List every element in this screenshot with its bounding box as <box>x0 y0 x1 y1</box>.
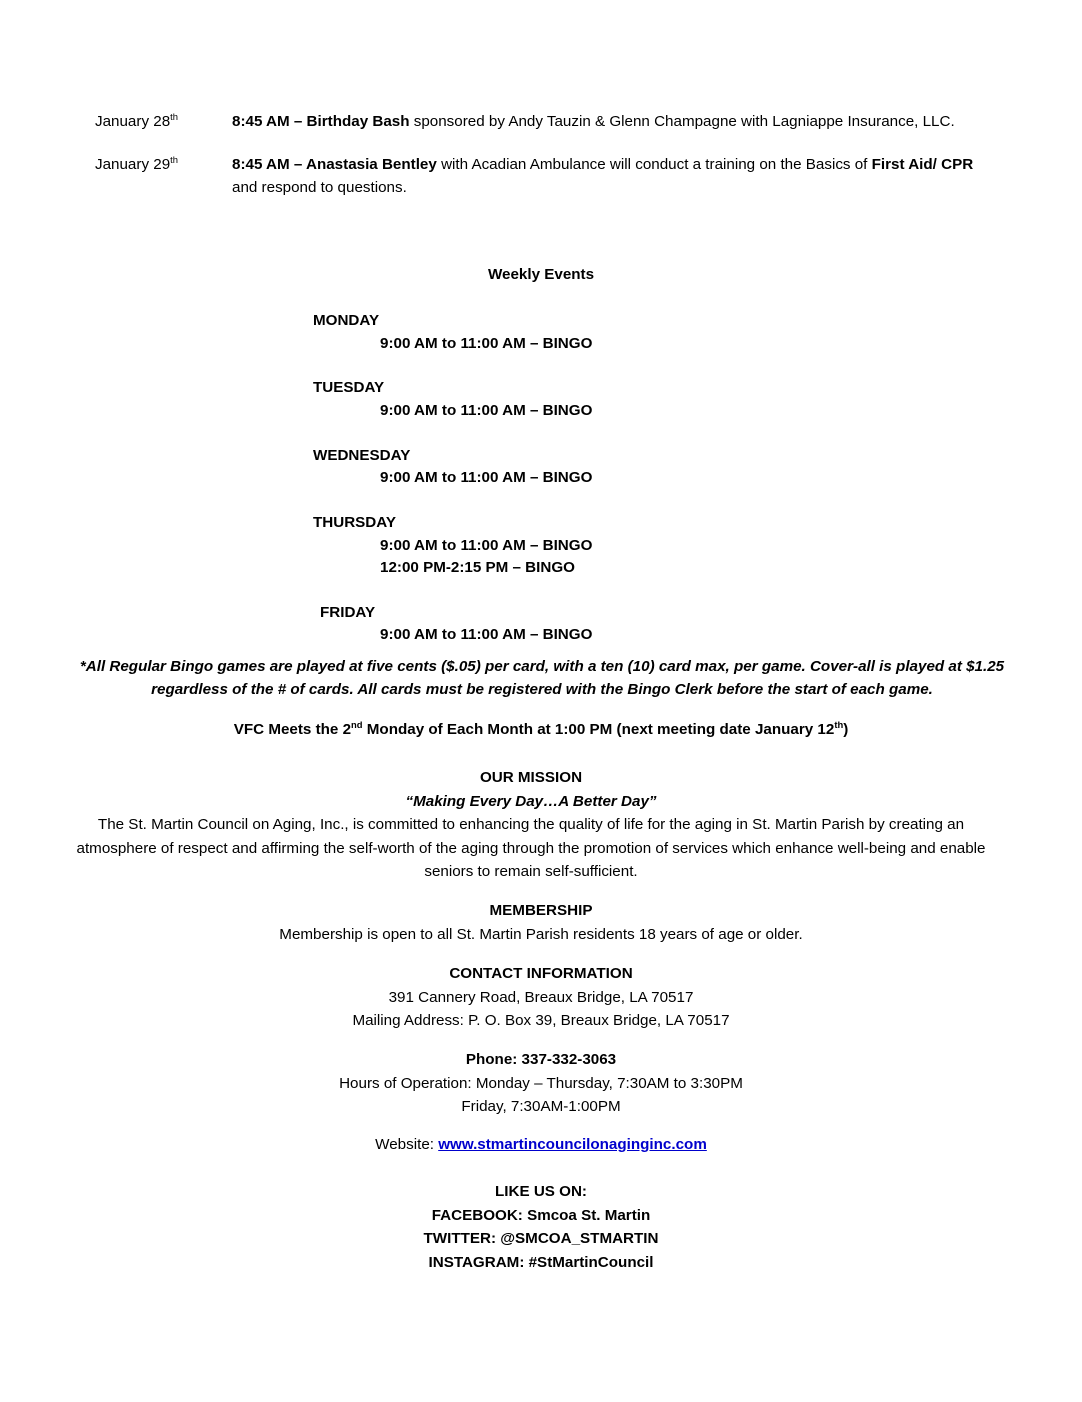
event-description-text: sponsored by Andy Tauzin & Glenn Champagne with Lagniappe Insurance, LLC. <box>409 113 955 130</box>
weekly-day-time: 9:00 AM to 11:00 AM – BINGO <box>380 402 593 420</box>
weekly-day-group-wednesday <box>313 445 833 490</box>
event-date-text: January 29 <box>95 156 171 174</box>
mission-slogan: “Making Every Day…A Better Day” <box>405 792 657 810</box>
event-date-ordinal-suffix: th <box>170 154 179 166</box>
website-section <box>0 1136 1082 1153</box>
weekly-day-time-second: 12:00 PM-2:15 PM – BINGO <box>380 559 575 577</box>
mission-title: OUR MISSION <box>479 769 583 786</box>
phone-hours-section <box>0 1048 1082 1119</box>
weekly-day-time: 9:00 AM to 11:00 AM – BINGO <box>380 536 593 554</box>
weekly-day-label: FRIDAY <box>320 603 376 621</box>
hours-weekday: Hours of Operation: Monday – Thursday, 7:30AM to 3:30PM <box>339 1074 743 1092</box>
weekly-day-group-monday <box>313 310 833 355</box>
event-description-text-end: and respond to questions. <box>232 179 407 197</box>
social-facebook: FACEBOOK: Smcoa St. Martin <box>431 1206 651 1224</box>
contact-title: CONTACT INFORMATION <box>449 965 633 982</box>
weekly-events-list <box>313 310 833 647</box>
event-description-text: with Acadian Ambulance will conduct a training on the Basics of <box>436 156 872 174</box>
weekly-day-time: 9:00 AM to 11:00 AM – BINGO <box>380 334 593 352</box>
event-description <box>232 153 992 199</box>
weekly-day-group-tuesday <box>313 377 833 422</box>
social-twitter: TWITTER: @SMCOA_STMARTIN <box>423 1230 659 1248</box>
weekly-day-time: 9:00 AM to 11:00 AM – BINGO <box>380 626 593 644</box>
weekly-events-heading: Weekly Events <box>487 266 595 283</box>
phone-number: Phone: 337-332-3063 <box>465 1051 617 1068</box>
event-date-text: January 28 <box>95 113 171 130</box>
weekly-day-label: WEDNESDAY <box>313 446 411 464</box>
dated-event-row <box>95 110 995 133</box>
weekly-day-group-thursday <box>313 512 833 580</box>
contact-section <box>0 962 1082 1033</box>
weekly-day-group-friday <box>313 602 833 647</box>
event-date <box>95 110 232 133</box>
hours-friday: Friday, 7:30AM-1:00PM <box>461 1098 621 1116</box>
event-description <box>232 110 995 133</box>
contact-street-address: 391 Cannery Road, Breaux Bridge, LA 70517 <box>388 988 694 1006</box>
vfc-meeting-line <box>0 718 1082 738</box>
mission-body: The St. Martin Council on Aging, Inc., is committed to enhancing the quality of life for the aging in St. Martin Parish by creating an atmosphere of respect and affirming the self-worth of the aging through the promotion of services which enhance well-being and enable seniors to remain self-sufficient. <box>76 816 986 881</box>
membership-title: MEMBERSHIP <box>489 902 593 919</box>
event-date <box>95 153 232 176</box>
vfc-text-part2: Monday of Each Month at 1:00 PM (next meeting date January 12 <box>362 721 835 738</box>
event-time-label: 8:45 AM – Birthday Bash <box>232 113 410 130</box>
membership-body: Membership is open to all St. Martin Parish residents 18 years of age or older. <box>279 925 803 943</box>
vfc-ordinal-suffix-1: nd <box>351 718 363 730</box>
event-date-ordinal-suffix: th <box>170 110 179 122</box>
event-description-emphasis: First Aid/ CPR <box>871 156 974 174</box>
contact-mailing-address: Mailing Address: P. O. Box 39, Breaux Bridge, LA 70517 <box>352 1012 730 1030</box>
dated-events-list <box>95 110 995 219</box>
website-link[interactable]: www.stmartincouncilonaginginc.com <box>438 1136 707 1153</box>
social-instagram: INSTAGRAM: #StMartinCouncil <box>428 1254 654 1272</box>
weekly-day-label: THURSDAY <box>313 513 396 531</box>
weekly-day-label: TUESDAY <box>313 379 385 397</box>
vfc-text-part3: ) <box>843 721 849 738</box>
event-time-label: 8:45 AM – Anastasia Bentley <box>232 156 437 174</box>
website-label: Website: <box>375 1136 439 1153</box>
social-media-section <box>0 1180 1082 1275</box>
dated-event-row <box>95 153 995 199</box>
weekly-day-time: 9:00 AM to 11:00 AM – BINGO <box>380 469 593 487</box>
social-heading: LIKE US ON: <box>495 1183 587 1200</box>
membership-section <box>0 899 1082 946</box>
vfc-text-part1: VFC Meets the 2 <box>233 721 352 738</box>
vfc-ordinal-suffix-2: th <box>834 718 844 730</box>
weekly-day-label: MONDAY <box>313 312 380 329</box>
bingo-rules-note: *All Regular Bingo games are played at five cents ($.05) per card, with a ten (10) card max, per game. Cover-all is played at $1.25 regardless of the # of cards. All cards must be registered with the Bingo Clerk before the start of each game. <box>79 658 1005 699</box>
mission-section <box>62 766 1000 884</box>
